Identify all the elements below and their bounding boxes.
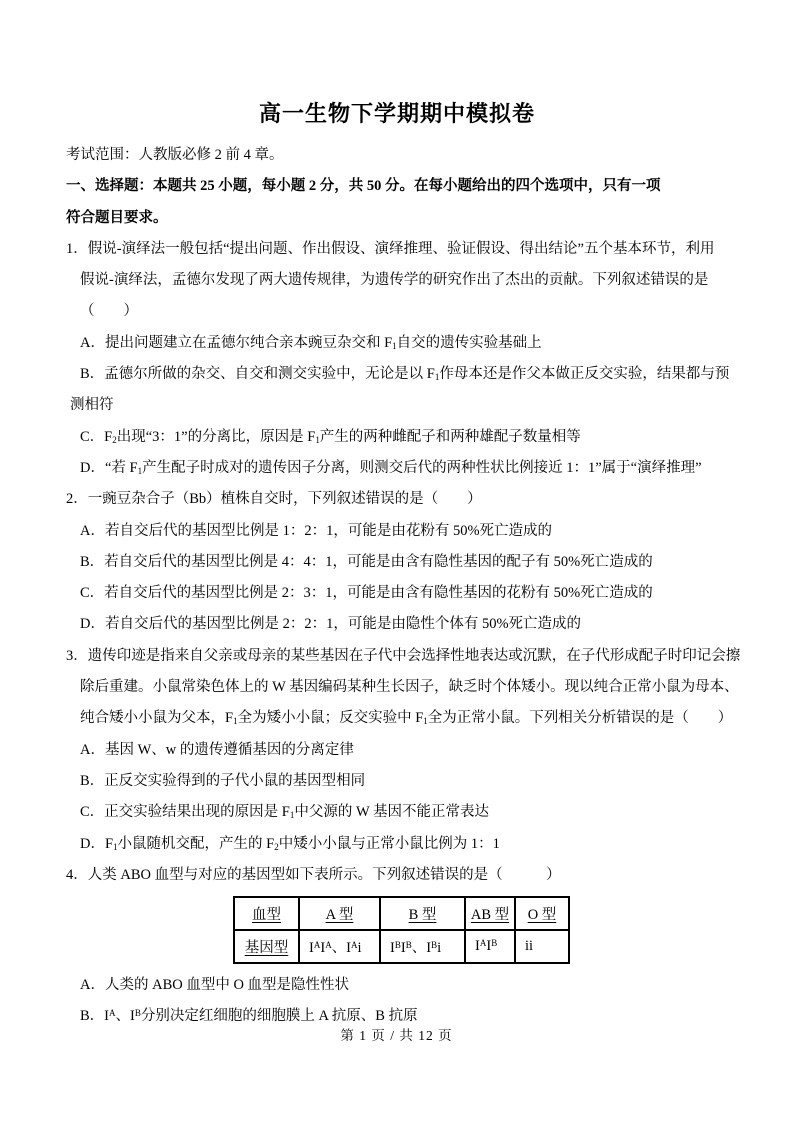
text-line: C．正交实验结果出现的原因是 $F_1$中父源的 W 基因不能正常表达 — [80, 804, 490, 821]
text-line: 考试范围：人教版必修 2 前 4 章。 — [66, 147, 284, 163]
table-cell: $I^AI^B$ — [465, 930, 515, 963]
table-cell: $I^BI^B$、$I^Bi$ — [380, 930, 465, 963]
page-title: 高一生物下学期期中模拟卷 — [258, 101, 535, 126]
table-header-cell: O 型 — [515, 897, 569, 930]
text-line: 纯合矮小小鼠为父本，$F_1$全为矮小小鼠；反交实验中 $F_1$全为正常小鼠。下列相关分析错误的是（ ） — [80, 710, 733, 727]
text-line: D．$F_1$小鼠随机交配，产生的 $F_2$中矮小小鼠与正常小鼠比例为 1：1 — [80, 835, 500, 852]
text-line: D．“若 $F_1$产生配子时成对的遗传因子分离，则测交后代的两种性状比例接近 1：1”属于“演绎推理” — [80, 459, 702, 476]
text-line: C．若自交后代的基因型比例是 2：3：1，可能是由含有隐性基因的花粉有 50%死亡造成的 — [80, 585, 653, 602]
text-line: 假说-演绎法，孟德尔发现了两大遗传规律，为遗传学的研究作出了杰出的贡献。下列叙述错误的是 — [80, 272, 709, 289]
text-line: B．$I^A$、$I^B$分别决定红细胞的细胞膜上 A 抗原、B 抗原 — [80, 1008, 418, 1025]
text-line: （ ） — [80, 303, 138, 320]
text-line: 一、选择题：本题共 25 小题，每小题 2 分，共 50 分。在每小题给出的四个选项中，只有一项 — [66, 178, 661, 195]
table-header-cell: AB 型 — [465, 897, 515, 930]
text-line: A．人类的 ABO 血型中 O 血型是隐性性状 — [80, 977, 350, 994]
text-line: A．提出问题建立在孟德尔纯合亲本豌豆杂交和 $F_1$自交的遗传实验基础上 — [80, 334, 542, 351]
text-line: 1．假说-演绎法一般包括“提出问题、作出假设、演绎推理、验证假设、得出结论”五个基本环节，利用 — [66, 240, 715, 257]
text-line: 2．一豌豆杂合子（Bb）植株自交时，下列叙述错误的是（ ） — [66, 491, 482, 508]
text-line: B．正反交实验得到的子代小鼠的基因型相同 — [80, 772, 366, 789]
table-header-row — [234, 897, 569, 930]
text-line: 3．遗传印迹是指来自父亲或母亲的某些基因在子代中会选择性地表达或沉默，在子代形成配子时印记会擦 — [66, 647, 741, 664]
text-line: B．孟德尔所做的杂交、自交和测交实验中，无论是以 $F_1$作母本还是作父本做正反交实验，结果都与预 — [80, 366, 730, 383]
table-row-label-cell: 基因型 — [234, 930, 299, 963]
text-line: D．若自交后代的基因型比例是 2：2：1，可能是由隐性个体有 50%死亡造成的 — [80, 616, 582, 633]
text-line: B．若自交后代的基因型比例是 4：4：1，可能是由含有隐性基因的配子有 50%死亡造成的 — [80, 553, 653, 570]
text-line: 测相符 — [70, 397, 114, 414]
document-body — [66, 101, 741, 1033]
text-line: 4．人类 ABO 血型与对应的基因型如下表所示。下列叙述错误的是（ ） — [66, 866, 561, 883]
table-cell: ii — [515, 930, 569, 963]
table-header-cell: 血型 — [234, 897, 299, 930]
blood-genotype-table — [233, 896, 570, 964]
text-line: 符合题目要求。 — [66, 209, 168, 226]
document-lines-bottom — [66, 970, 728, 1033]
text-line: A．基因 W、w 的遗传遵循基因的分离定律 — [80, 741, 354, 758]
table-genotype-row — [234, 930, 569, 963]
page-footer: 第 1 页 / 共 12 页 — [340, 1028, 453, 1043]
text-line: A．若自交后代的基因型比例是 1：2：1，可能是由花粉有 50%死亡造成的 — [80, 522, 553, 539]
document-lines-top — [66, 140, 741, 891]
text-line: 除后重建。小鼠常染色体上的 W 基因编码某种生长因子，缺乏时个体矮小。现以纯合正常小鼠为母本、 — [80, 679, 739, 696]
table-cell: $I^AI^A$、$I^Ai$ — [299, 930, 380, 963]
text-line: C．$F_2$出现“3：1”的分离比，原因是 $F_1$产生的两种雌配子和两种雄配子数量相等 — [80, 428, 581, 445]
table-header-cell: A 型 — [299, 897, 380, 930]
table-header-cell: B 型 — [380, 897, 465, 930]
